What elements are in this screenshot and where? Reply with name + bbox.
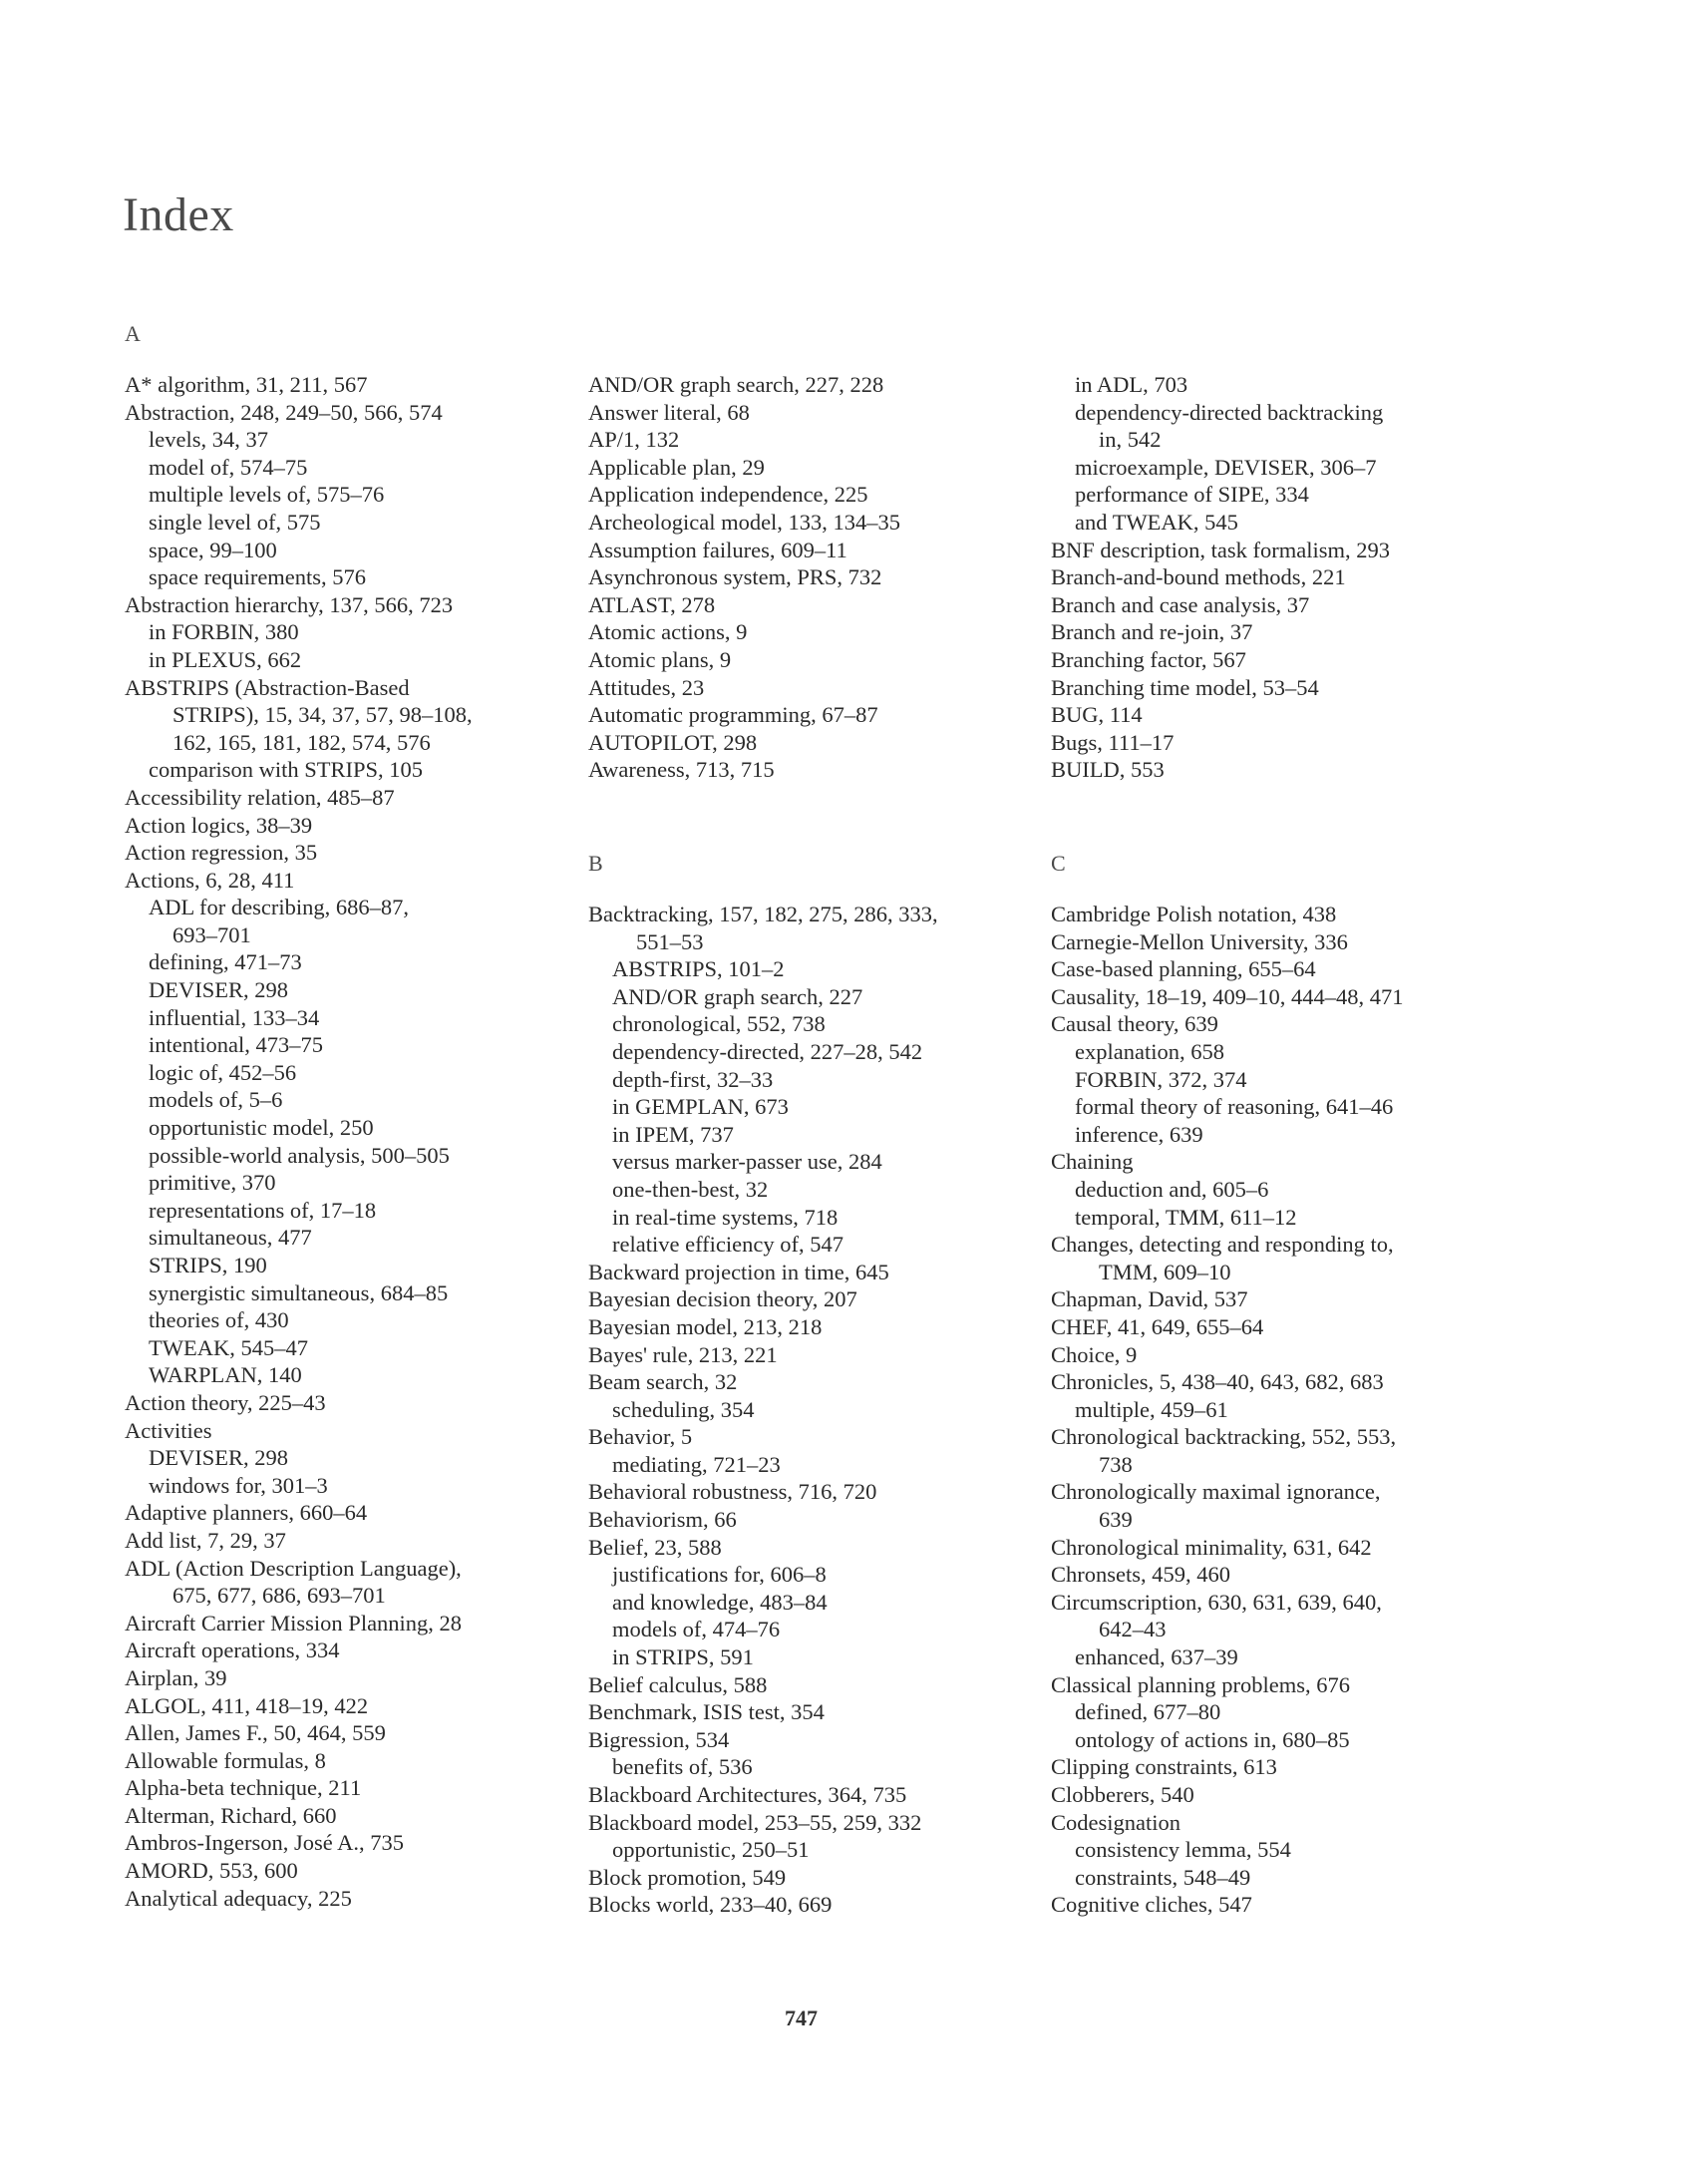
index-entry: BUILD, 553	[1051, 757, 1165, 783]
index-entry: Attitudes, 23	[588, 674, 705, 700]
index-subentry: opportunistic model, 250	[149, 1115, 374, 1141]
index-entry: Applicable plan, 29	[588, 454, 765, 480]
index-subentry: STRIPS), 15, 34, 37, 57, 98–108,	[172, 702, 473, 728]
index-subentry: space, 99–100	[149, 537, 277, 562]
index-entry: Branch-and-bound methods, 221	[1051, 564, 1346, 590]
index-entry: ALGOL, 411, 418–19, 422	[125, 1692, 369, 1718]
index-subentry: constraints, 548–49	[1075, 1864, 1251, 1890]
index-entry: Blocks world, 233–40, 669	[588, 1892, 833, 1918]
index-subentry: multiple levels of, 575–76	[149, 482, 385, 508]
index-subentry: ABSTRIPS, 101–2	[612, 956, 785, 982]
index-entry: Allowable formulas, 8	[125, 1747, 326, 1773]
index-entry: Bayes' rule, 213, 221	[588, 1341, 778, 1367]
index-entry: Archeological model, 133, 134–35	[588, 509, 901, 535]
index-entry: Bugs, 111–17	[1051, 729, 1175, 755]
index-entry: Airplan, 39	[125, 1664, 227, 1690]
index-subentry: performance of SIPE, 334	[1075, 482, 1309, 508]
index-list-a	[125, 371, 563, 1912]
page-number: 747	[785, 2005, 818, 2030]
index-list-b	[588, 901, 1027, 1919]
index-subentry: single level of, 575	[149, 509, 321, 535]
index-subentry: in IPEM, 737	[612, 1121, 734, 1147]
index-list-a-continued	[588, 371, 1027, 784]
index-subentry: ADL for describing, 686–87,	[149, 895, 409, 920]
index-subentry: multiple, 459–61	[1075, 1396, 1228, 1422]
index-entry: BNF description, task formalism, 293	[1051, 537, 1390, 562]
index-entry: Clobberers, 540	[1051, 1782, 1194, 1807]
index-subentry: benefits of, 536	[612, 1754, 753, 1780]
index-subentry: in PLEXUS, 662	[149, 646, 302, 672]
index-subentry: dependency-directed, 227–28, 542	[612, 1038, 923, 1064]
index-entry: CHEF, 41, 649, 655–64	[1051, 1313, 1264, 1339]
index-entry: Blackboard Architectures, 364, 735	[588, 1782, 907, 1807]
index-subentry: consistency lemma, 554	[1075, 1837, 1291, 1863]
index-subentry: defined, 677–80	[1075, 1699, 1221, 1725]
index-subentry: comparison with STRIPS, 105	[149, 757, 424, 783]
index-subentry: formal theory of reasoning, 641–46	[1075, 1094, 1394, 1120]
index-subentry: levels, 34, 37	[149, 427, 268, 453]
index-entry: Aircraft operations, 334	[125, 1638, 340, 1663]
index-entry: Chronologically maximal ignorance,	[1051, 1479, 1381, 1505]
index-subentry: space requirements, 576	[149, 564, 367, 590]
index-subentry: TWEAK, 545–47	[149, 1334, 308, 1360]
index-entry: Bigression, 534	[588, 1726, 730, 1752]
index-entry: Carnegie-Mellon University, 336	[1051, 928, 1348, 954]
index-entry: Codesignation	[1051, 1809, 1180, 1835]
index-list-b-continued	[1051, 371, 1490, 784]
index-entry: Case-based planning, 655–64	[1051, 956, 1316, 982]
index-entry: Chaining	[1051, 1149, 1134, 1175]
index-entry: ADL (Action Description Language),	[125, 1555, 462, 1581]
index-subentry: versus marker-passer use, 284	[612, 1149, 882, 1175]
index-subentry: in, 542	[1099, 427, 1162, 453]
index-subentry: opportunistic, 250–51	[612, 1837, 810, 1863]
index-entry: Allen, James F., 50, 464, 559	[125, 1720, 386, 1746]
index-subentry: temporal, TMM, 611–12	[1075, 1204, 1297, 1230]
index-entry: Accessibility relation, 485–87	[125, 784, 395, 810]
index-entry: AMORD, 553, 600	[125, 1858, 298, 1884]
index-subentry: models of, 5–6	[149, 1087, 283, 1113]
index-entry: Causal theory, 639	[1051, 1011, 1218, 1037]
index-subentry: in GEMPLAN, 673	[612, 1094, 789, 1120]
index-subentry: theories of, 430	[149, 1307, 289, 1333]
index-subentry: 738	[1099, 1451, 1133, 1477]
index-entry: Aircraft Carrier Mission Planning, 28	[125, 1610, 463, 1636]
index-subentry: enhanced, 637–39	[1075, 1644, 1238, 1670]
index-subentry: DEVISER, 298	[149, 977, 288, 1003]
index-subentry: windows for, 301–3	[149, 1472, 328, 1498]
index-subentry: simultaneous, 477	[149, 1225, 312, 1251]
index-subentry: dependency-directed backtracking	[1075, 399, 1384, 425]
index-entry: Ambros-Ingerson, José A., 735	[125, 1830, 404, 1856]
index-subentry: in real-time systems, 718	[612, 1204, 839, 1230]
index-entry: Circumscription, 630, 631, 639, 640,	[1051, 1589, 1382, 1615]
index-entry: Changes, detecting and responding to,	[1051, 1232, 1394, 1258]
index-entry: Chronsets, 459, 460	[1051, 1562, 1230, 1588]
index-entry: AP/1, 132	[588, 427, 680, 453]
index-subentry: possible-world analysis, 500–505	[149, 1142, 450, 1168]
index-entry: Behaviorism, 66	[588, 1507, 737, 1533]
index-subentry: DEVISER, 298	[149, 1445, 288, 1471]
index-list-c	[1051, 901, 1490, 1919]
index-entry: Asynchronous system, PRS, 732	[588, 564, 882, 590]
index-subentry: justifications for, 606–8	[612, 1562, 827, 1588]
index-subentry: 162, 165, 181, 182, 574, 576	[172, 729, 431, 755]
index-entry: Beam search, 32	[588, 1369, 738, 1395]
index-entry: Action regression, 35	[125, 840, 318, 866]
index-subentry: synergistic simultaneous, 684–85	[149, 1279, 449, 1305]
index-entry: Cognitive cliches, 547	[1051, 1892, 1252, 1918]
index-entry: Automatic programming, 67–87	[588, 702, 878, 728]
index-entry: AUTOPILOT, 298	[588, 729, 758, 755]
index-entry: Bayesian decision theory, 207	[588, 1286, 857, 1312]
index-entry: A* algorithm, 31, 211, 567	[125, 372, 368, 397]
index-subentry: FORBIN, 372, 374	[1075, 1066, 1247, 1092]
index-entry: Analytical adequacy, 225	[125, 1885, 352, 1911]
index-entry: Actions, 6, 28, 411	[125, 867, 295, 893]
index-entry: ABSTRIPS (Abstraction-Based	[125, 674, 410, 700]
index-entry: Application independence, 225	[588, 482, 868, 508]
index-subentry: deduction and, 605–6	[1075, 1176, 1269, 1202]
index-subentry: explanation, 658	[1075, 1038, 1224, 1064]
index-subentry: 693–701	[172, 921, 251, 947]
index-subentry: mediating, 721–23	[612, 1451, 781, 1477]
index-entry: Clipping constraints, 613	[1051, 1754, 1277, 1780]
index-entry: Classical planning problems, 676	[1051, 1671, 1350, 1697]
index-subentry: 642–43	[1099, 1617, 1167, 1642]
index-subentry: 639	[1099, 1507, 1133, 1533]
section-letter-b: B	[588, 851, 603, 876]
index-entry: Causality, 18–19, 409–10, 444–48, 471	[1051, 983, 1404, 1009]
index-entry: Blackboard model, 253–55, 259, 332	[588, 1809, 922, 1835]
index-entry: Chronological minimality, 631, 642	[1051, 1534, 1372, 1560]
index-subentry: model of, 574–75	[149, 454, 308, 480]
index-subentry: representations of, 17–18	[149, 1197, 377, 1223]
index-subentry: ontology of actions in, 680–85	[1075, 1726, 1350, 1752]
index-entry: Bayesian model, 213, 218	[588, 1313, 823, 1339]
index-subentry: in FORBIN, 380	[149, 619, 299, 645]
index-subentry: relative efficiency of, 547	[612, 1232, 843, 1258]
section-letter-a: A	[125, 321, 141, 346]
index-subentry: 551–53	[636, 928, 704, 954]
index-entry: Belief, 23, 588	[588, 1534, 722, 1560]
index-entry: Activities	[125, 1417, 212, 1443]
index-entry: Behavioral robustness, 716, 720	[588, 1479, 877, 1505]
index-entry: Alterman, Richard, 660	[125, 1802, 337, 1828]
index-entry: Branch and case analysis, 37	[1051, 591, 1310, 617]
page-title: Index	[123, 188, 234, 241]
index-subentry: WARPLAN, 140	[149, 1362, 302, 1388]
index-entry: Branch and re-join, 37	[1051, 619, 1253, 645]
index-entry: Block promotion, 549	[588, 1864, 787, 1890]
index-entry: Branching factor, 567	[1051, 646, 1246, 672]
index-entry: Abstraction hierarchy, 137, 566, 723	[125, 591, 454, 617]
index-entry: Awareness, 713, 715	[588, 757, 775, 783]
index-entry: BUG, 114	[1051, 702, 1143, 728]
index-entry: Cambridge Polish notation, 438	[1051, 902, 1337, 926]
index-entry: Choice, 9	[1051, 1341, 1138, 1367]
index-subentry: depth-first, 32–33	[612, 1066, 774, 1092]
index-entry: ATLAST, 278	[588, 591, 716, 617]
index-subentry: TMM, 609–10	[1099, 1259, 1231, 1284]
index-entry: Backward projection in time, 645	[588, 1259, 889, 1284]
index-entry: Alpha-beta technique, 211	[125, 1775, 362, 1801]
index-subentry: inference, 639	[1075, 1121, 1203, 1147]
index-entry: Atomic actions, 9	[588, 619, 748, 645]
index-entry: Adaptive planners, 660–64	[125, 1500, 368, 1526]
index-entry: Chronicles, 5, 438–40, 643, 682, 683	[1051, 1369, 1384, 1395]
index-subentry: and TWEAK, 545	[1075, 509, 1238, 535]
index-entry: Branching time model, 53–54	[1051, 674, 1319, 700]
index-entry: Belief calculus, 588	[588, 1671, 768, 1697]
index-entry: Chapman, David, 537	[1051, 1286, 1248, 1312]
index-subentry: microexample, DEVISER, 306–7	[1075, 454, 1377, 480]
index-entry: Backtracking, 157, 182, 275, 286, 333,	[588, 902, 938, 926]
index-subentry: intentional, 473–75	[149, 1032, 323, 1058]
index-entry: Action theory, 225–43	[125, 1389, 326, 1415]
index-subentry: AND/OR graph search, 227	[612, 983, 863, 1009]
index-entry: Add list, 7, 29, 37	[125, 1527, 286, 1553]
section-letter-c: C	[1051, 851, 1066, 876]
index-subentry: 675, 677, 686, 693–701	[172, 1583, 386, 1609]
index-subentry: scheduling, 354	[612, 1396, 755, 1422]
index-subentry: chronological, 552, 738	[612, 1011, 826, 1037]
index-subentry: one-then-best, 32	[612, 1176, 769, 1202]
index-subentry: logic of, 452–56	[149, 1059, 297, 1085]
index-entry: Action logics, 38–39	[125, 812, 313, 838]
index-entry: AND/OR graph search, 227, 228	[588, 372, 884, 397]
index-subentry: and knowledge, 483–84	[612, 1589, 828, 1615]
index-entry: Chronological backtracking, 552, 553,	[1051, 1424, 1397, 1450]
index-entry: Benchmark, ISIS test, 354	[588, 1699, 825, 1725]
index-subentry: STRIPS, 190	[149, 1253, 267, 1277]
index-entry: Abstraction, 248, 249–50, 566, 574	[125, 399, 443, 425]
index-entry: Behavior, 5	[588, 1424, 693, 1450]
index-entry: Atomic plans, 9	[588, 646, 732, 672]
index-subentry: in ADL, 703	[1075, 372, 1188, 397]
index-entry: Answer literal, 68	[588, 399, 750, 425]
index-entry: Assumption failures, 609–11	[588, 537, 847, 562]
index-subentry: primitive, 370	[149, 1170, 276, 1196]
index-subentry: defining, 471–73	[149, 949, 302, 975]
index-subentry: models of, 474–76	[612, 1617, 781, 1642]
index-subentry: influential, 133–34	[149, 1004, 320, 1030]
index-subentry: in STRIPS, 591	[612, 1644, 754, 1670]
